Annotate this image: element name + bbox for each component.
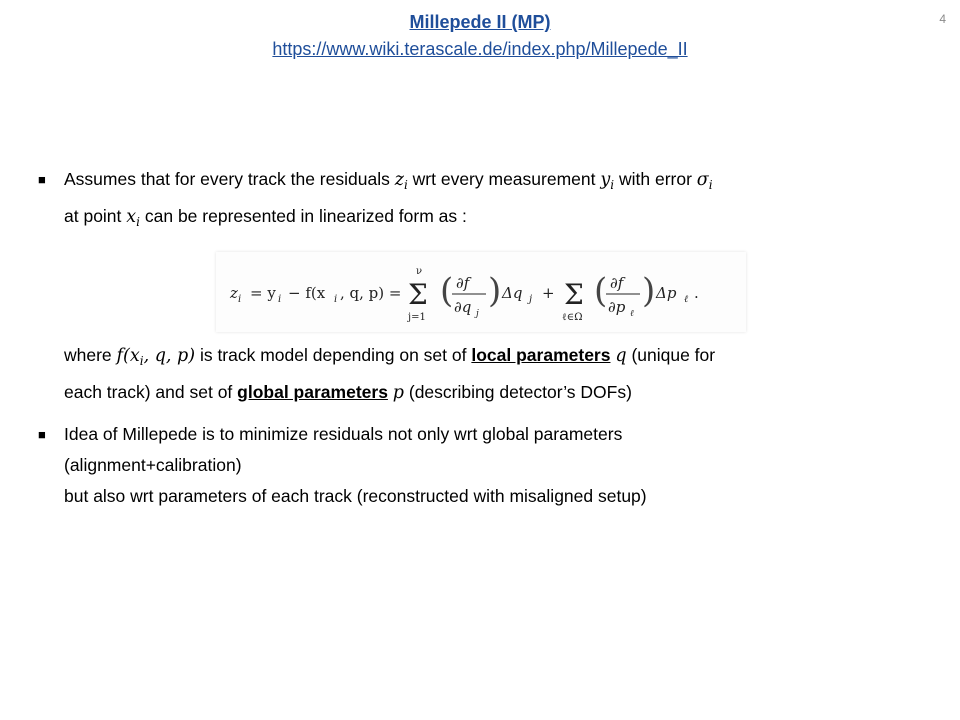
text: Idea of Millepede is to minimize residuals not only wrt global parameters: [64, 424, 623, 444]
bullet-idea: [38, 419, 918, 512]
formula-eq: = y: [250, 284, 276, 302]
local-parameters-term: local parameters: [471, 345, 611, 365]
text: is track model depending on set of: [199, 345, 467, 365]
formula-sub: i: [278, 294, 282, 305]
formula-sub: i: [238, 294, 242, 305]
formula-args: , q, p) =: [340, 284, 402, 302]
formula-end: .: [694, 284, 699, 302]
formula-plus: +: [542, 284, 555, 302]
header: [0, 12, 960, 60]
text: Assumes that for every track the residuals: [64, 169, 390, 189]
sum1-symbol: Σ: [408, 278, 428, 311]
math-sub: i: [136, 215, 140, 229]
global-parameters-term: global parameters: [237, 382, 388, 402]
page-number: 4: [939, 12, 946, 26]
math-sigma: σ: [696, 170, 709, 190]
text: can be represented in linearized form as :: [144, 206, 467, 226]
text: at point: [64, 206, 122, 226]
math-sub: i: [610, 178, 615, 192]
where-paragraph: [38, 340, 918, 409]
formula-svg: [216, 252, 746, 332]
text: but also wrt parameters of each track (reconstructed with misaligned setup): [64, 486, 647, 506]
formula-f: − f(x: [288, 284, 326, 302]
text: (unique for: [631, 345, 716, 365]
sum2-symbol: Σ: [564, 278, 584, 311]
frac2-den: ∂p: [608, 298, 626, 316]
math-z: z: [394, 170, 404, 190]
title-link[interactable]: Millepede II (MP): [409, 12, 551, 32]
text: wrt every measurement: [412, 169, 596, 189]
paren-right: ): [642, 271, 656, 311]
wiki-url-link[interactable]: https://www.wiki.terascale.de/index.php/Millepede_II: [272, 39, 688, 59]
text: each track) and set of: [64, 382, 233, 402]
sum1-bottom: j=1: [408, 312, 426, 323]
bullet-assumption: [38, 164, 918, 238]
paren-left: (: [440, 271, 454, 311]
math-sub: i: [139, 354, 144, 368]
sum2-bottom: ℓ∈Ω: [562, 312, 583, 323]
formula-sub: j: [529, 294, 533, 305]
frac2-num: ∂f: [610, 274, 624, 292]
delta-p: Δp: [656, 284, 677, 302]
delta-q: Δq: [502, 284, 523, 302]
text: (describing detector’s DOFs): [408, 382, 632, 402]
math-args: , q, p): [143, 346, 196, 366]
frac1-num: ∂f: [456, 274, 470, 292]
formula-sub: j: [476, 309, 479, 319]
text: where: [64, 345, 112, 365]
formula-sub: i: [334, 294, 338, 305]
math-p: p: [392, 383, 404, 403]
formula-sub: ℓ: [630, 309, 634, 319]
formula-lhs: z: [230, 284, 238, 302]
paren-right: ): [488, 271, 502, 311]
sum1-top: ν: [416, 266, 423, 277]
formula-sub: ℓ: [684, 294, 689, 305]
math-x: x: [126, 207, 137, 227]
paren-left: (: [594, 271, 608, 311]
square-bullet-icon: ■: [38, 427, 46, 442]
math-y: y: [600, 170, 611, 190]
math-args: (x: [123, 346, 140, 366]
square-bullet-icon: ■: [38, 172, 46, 187]
math-q: q: [615, 346, 627, 366]
math-f: f: [116, 346, 124, 366]
frac1-den: ∂q: [454, 298, 472, 316]
linearized-residual-formula: [216, 252, 746, 332]
math-sub: i: [403, 178, 408, 192]
math-sub: i: [708, 178, 713, 192]
text: with error: [618, 169, 692, 189]
slide-content: [38, 164, 918, 512]
text: (alignment+calibration): [64, 455, 242, 475]
